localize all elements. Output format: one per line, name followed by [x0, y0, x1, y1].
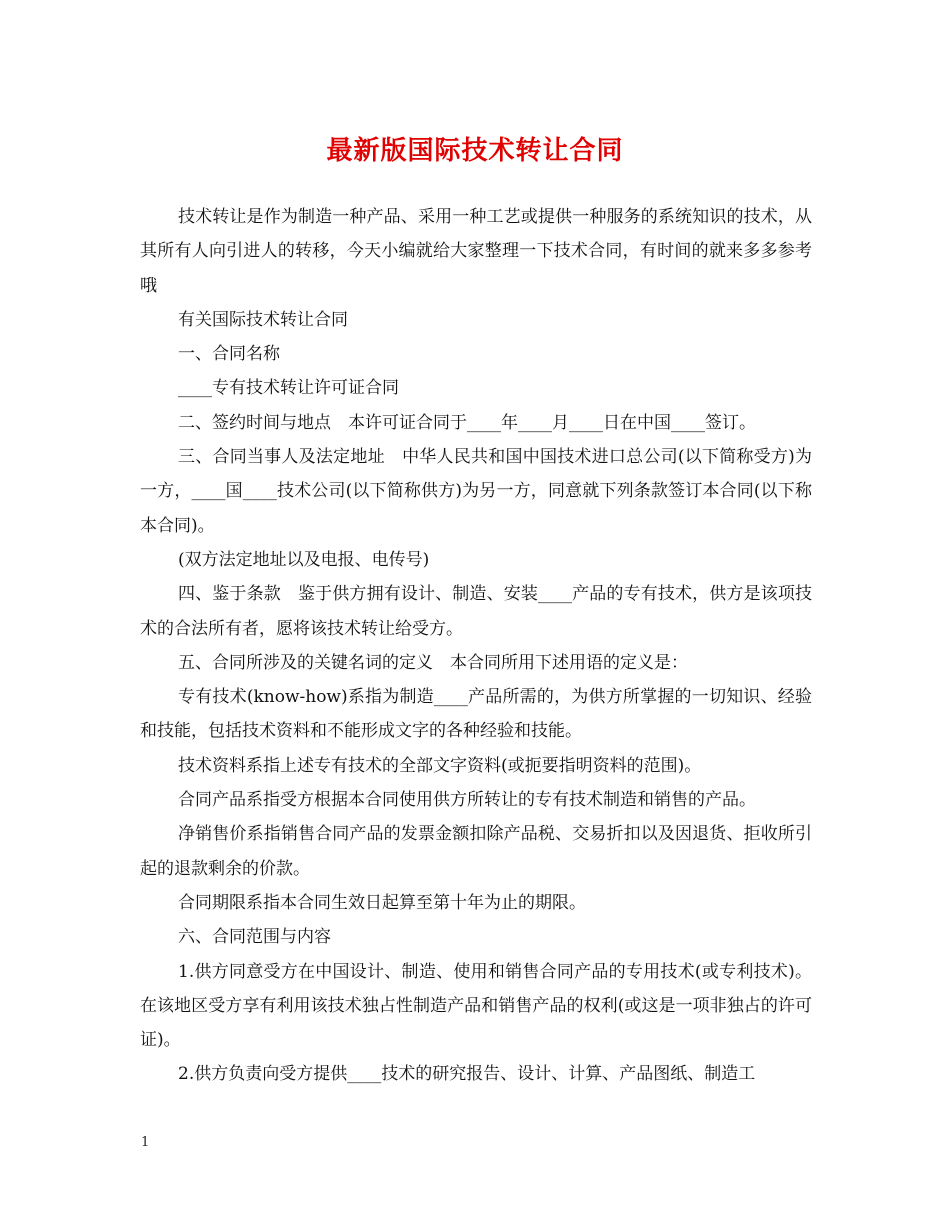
- definition-contract-term: 合同期限系指本合同生效日起算至第十年为止的期限。: [178, 892, 586, 913]
- paragraph-intro: 技术转让是作为制造一种产品、采用一种工艺或提供一种服务的系统知识的技术，从其所有人向引进人的转移，今天小编就给大家整理一下技术合同，有时间的就来多多参考哦: [140, 207, 812, 296]
- section-6-heading: 六、合同范围与内容: [178, 927, 331, 948]
- section-3-paragraph: 三、合同当事人及法定地址 中华人民共和国中国技术进口总公司(以下简称受方)为一方，____国____技术公司(以下简称供方)为另一方，同意就下列条款签订本合同(以下称本合同)。: [140, 447, 812, 536]
- definition-net-selling-price: 净销售价系指销售合同产品的发票金额扣除产品税、交易折扣以及因退货、拒收所引起的退款剩余的价款。: [140, 824, 812, 879]
- section-3-note: (双方法定地址以及电报、电传号): [178, 549, 430, 570]
- definition-contract-product: 合同产品系指受方根据本合同使用供方所转让的专有技术制造和销售的产品。: [178, 790, 756, 811]
- section-1-heading: 一、合同名称: [178, 344, 280, 365]
- document-body: [140, 200, 812, 1092]
- section-5-paragraph: 五、合同所涉及的关键名词的定义 本合同所用下述用语的定义是：: [178, 652, 688, 673]
- document-title: 最新版国际技术转让合同: [326, 136, 624, 166]
- section-2-paragraph: 二、签约时间与地点 本许可证合同于____年____月____日在中国____签订。: [178, 412, 756, 433]
- definition-know-how: 专有技术(know-how)系指为制造____产品所需的，为供方所掌握的一切知识、经验和技能，包括技术资料和不能形成文字的各种经验和技能。: [140, 687, 812, 742]
- definition-technical-data: 技术资料系指上述专有技术的全部文字资料(或扼要指明资料的范围)。: [178, 755, 702, 776]
- paragraph-heading-related: 有关国际技术转让合同: [178, 309, 348, 330]
- section-1-content: ____专有技术转让许可证合同: [178, 378, 399, 399]
- section-6-item-1: 1.供方同意受方在中国设计、制造、使用和销售合同产品的专用技术(或专利技术)。在该地区受方享有利用该技术独占性制造产品和销售产品的权利(或这是一项非独占的许可证)。: [140, 961, 812, 1051]
- section-6-item-2: 2.供方负责向受方提供____技术的研究报告、设计、计算、产品图纸、制造工: [178, 1064, 756, 1085]
- section-4-paragraph: 四、鉴于条款 鉴于供方拥有设计、制造、安装____产品的专有技术，供方是该项技术的合法所有者，愿将该技术转让给受方。: [140, 584, 812, 639]
- page-number: 1: [141, 1135, 150, 1150]
